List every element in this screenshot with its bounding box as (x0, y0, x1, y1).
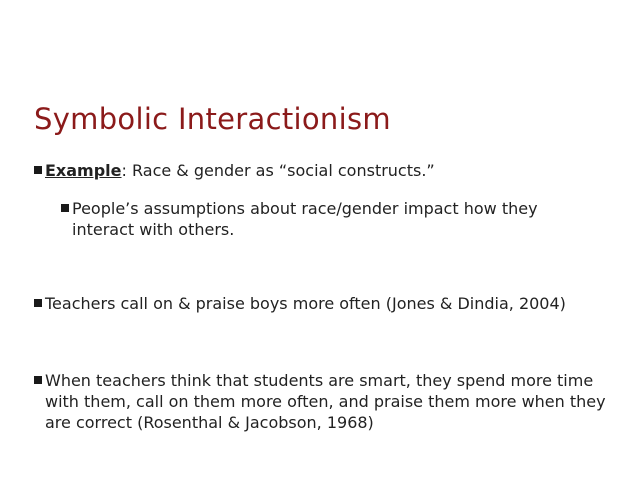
bullet-teacher-expectations (34, 370, 614, 433)
bullet-text: People’s assumptions about race/gender impact how they interact with others. (72, 199, 538, 239)
bullet-teachers-praise (34, 293, 634, 314)
bullet-label-example: Example (45, 161, 122, 180)
bullet-text (34, 160, 624, 181)
square-bullet-icon (34, 166, 42, 174)
bullet-text: When teachers think that students are smart, they spend more time with them, call on them more often, and praise them more when they are correct (Rosenthal & Jacobson, 1968) (45, 371, 606, 432)
square-bullet-icon (61, 204, 69, 212)
slide-title: Symbolic Interactionism (34, 102, 391, 136)
bullet-text: Teachers call on & praise boys more often (Jones & Dindia, 2004) (45, 294, 566, 313)
square-bullet-icon (34, 299, 42, 307)
bullet-label-suffix: : (121, 161, 127, 180)
bullet-body: Race & gender as “social constructs.” (126, 161, 435, 180)
bullet-example (34, 160, 624, 181)
square-bullet-icon (34, 376, 42, 384)
sub-bullet-assumptions (61, 198, 601, 240)
